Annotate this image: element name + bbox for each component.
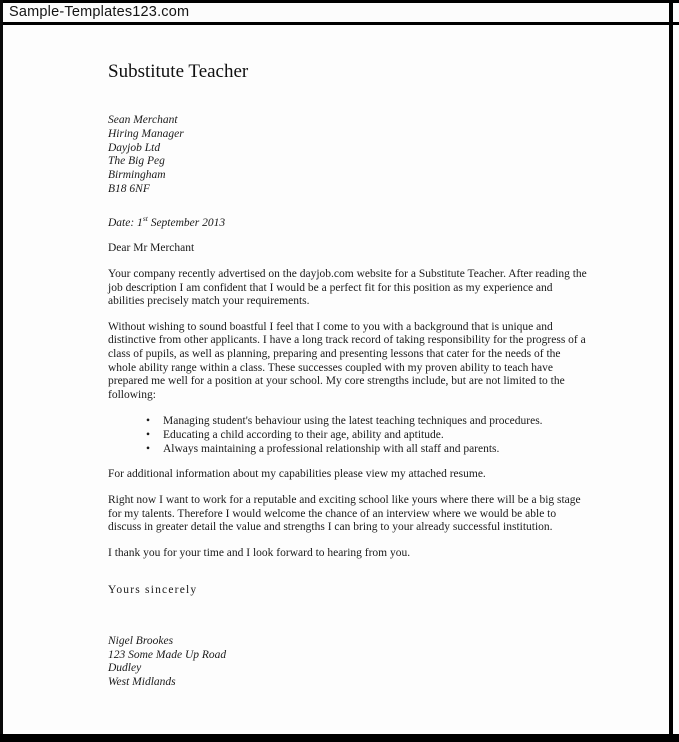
sender-name: Nigel Brookes	[108, 634, 174, 647]
list-item	[146, 428, 590, 442]
letter-body	[108, 25, 590, 690]
date-ordinal: st	[142, 213, 148, 223]
recipient-postcode: B18 6NF	[108, 182, 150, 195]
signoff: Yours sincerely	[108, 584, 198, 597]
list-item	[146, 414, 590, 428]
paragraph-interview: Right now I want to work for a reputable and exciting school like yours where there will be a big stage for my talents. Therefore I would welcome the chance of an interview where we would be able to discuss in greater detail the value and strengths I can bring to your already successful institution.	[108, 493, 581, 534]
recipient-city: Birmingham	[108, 169, 166, 182]
date-line	[108, 213, 590, 231]
paragraph-thanks: I thank you for your time and I look forward to hearing from you.	[108, 546, 411, 559]
sender-address-block	[108, 635, 590, 690]
sender-street: 123 Some Made Up Road	[108, 648, 227, 661]
salutation: Dear Mr Merchant	[108, 242, 195, 255]
site-banner: Sample-Templates123.com	[3, 3, 679, 22]
right-border-rule	[669, 0, 673, 734]
recipient-name: Sean Merchant	[108, 114, 178, 126]
bullet-text: Managing student's behaviour using the latest teaching techniques and procedures.	[163, 415, 543, 428]
bullet-icon: •	[146, 415, 151, 428]
list-item	[146, 442, 590, 456]
date-prefix: Date: 1	[108, 216, 143, 229]
strengths-bullet-list	[108, 414, 590, 456]
bullet-text: Educating a child according to their age, ability and aptitude.	[163, 429, 444, 442]
sender-region: West Midlands	[108, 676, 176, 689]
bottom-border-bar	[0, 734, 679, 742]
sender-city: Dudley	[108, 662, 142, 675]
paragraph-background: Without wishing to sound boastful I feel that I come to you with a background that is unique and distinctive from other applicants. I have a long track record of taking responsibility for the progress of a class of pupils, as well as planning, preparing and presenting lessons that cater for the needs of the whole ability range within a class. These successes coupled with my proven ability to teach have prepared me well for a position at your school. My core strengths include, but are not limited to the following:	[108, 320, 586, 401]
paragraph-intro: Your company recently advertised on the dayjob.com website for a Substitute Teacher. After reading the job description I am confident that I would be a perfect fit for this position as my experience and abilities precisely match your requirements.	[108, 267, 587, 308]
paragraph-resume: For additional information about my capabilities please view my attached resume.	[108, 468, 486, 481]
recipient-street: The Big Peg	[108, 155, 165, 168]
recipient-company: Dayjob Ltd	[108, 141, 161, 154]
letter-title: Substitute Teacher	[108, 61, 249, 82]
bullet-text: Always maintaining a professional relationship with all staff and parents.	[163, 443, 500, 456]
recipient-role: Hiring Manager	[108, 127, 184, 140]
recipient-address-block	[108, 114, 590, 197]
left-border-rule	[0, 0, 3, 734]
date-rest: September 2013	[147, 216, 226, 229]
bullet-icon: •	[146, 429, 151, 442]
bullet-icon: •	[146, 443, 151, 456]
